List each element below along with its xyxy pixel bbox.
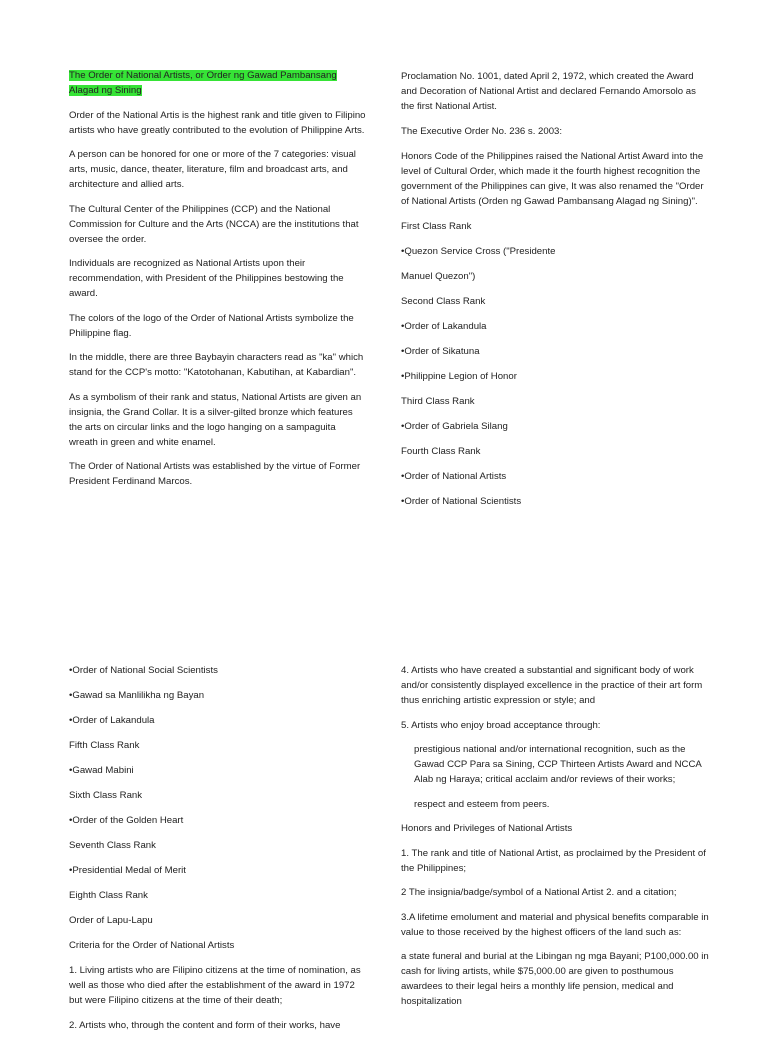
list-item: •Order of National Artists: [401, 471, 507, 482]
paragraph: 1. The rank and title of National Artist, as proclaimed by the President of the Philippines;: [401, 847, 706, 874]
paragraph: Order of the National Artis is the highest rank and title given to Filipino artists who have greatly contributed to the evolution of Philippine Arts.: [69, 109, 366, 136]
page2-left-column: [69, 663, 367, 1043]
list-item: •Order of National Scientists: [401, 496, 522, 507]
section-heading: Criteria for the Order of National Artists: [69, 940, 235, 951]
paragraph: respect and esteem from peers.: [414, 798, 550, 810]
paragraph: Individuals are recognized as National Artists upon their recommendation, with President of the Philippines bestowing the award.: [69, 258, 344, 299]
page1-left-column: [69, 68, 367, 499]
section-heading: [69, 68, 367, 98]
section-heading: Honors and Privileges of National Artists: [401, 823, 573, 834]
paragraph: prestigious national and/or international recognition, such as the Gawad CCP Para sa Sining, CCP Thirteen Artists Award and NCCA Alab ng Haraya; critical acclaim and/or reviews of their works;: [414, 744, 702, 785]
rank-heading: Second Class Rank: [401, 296, 486, 307]
paragraph: 4. Artists who have created a substantial and significant body of work and/or consistently displayed excellence in the practice of their art form thus enriching artistic expression or style; and: [401, 665, 703, 706]
list-item: Order of Lapu-Lapu: [69, 915, 153, 926]
rank-heading: Fifth Class Rank: [69, 740, 140, 751]
rank-heading: Sixth Class Rank: [69, 790, 143, 801]
rank-heading: Third Class Rank: [401, 396, 475, 407]
rank-heading: First Class Rank: [401, 221, 472, 232]
list-item: •Order of Lakandula: [401, 321, 487, 332]
paragraph: The Order of National Artists was established by the virtue of Former President Ferdinand Marcos.: [69, 461, 361, 487]
paragraph: Proclamation No. 1001, dated April 2, 1972, which created the Award and Decoration of National Artist and declared Fernando Amorsolo as the first National Artist.: [401, 71, 696, 112]
paragraph: 2 The insignia/badge/symbol of a National Artist 2. and a citation;: [401, 887, 677, 898]
rank-heading: Eighth Class Rank: [69, 890, 148, 901]
list-item: •Gawad Mabini: [69, 765, 134, 776]
paragraph: As a symbolism of their rank and status, National Artists are given an insignia, the Grand Collar. It is a silver-gilted bronze which features the arts on circular links and the logo hanging on a sampaguita wreath in green and white enamel.: [69, 391, 362, 448]
list-item: •Quezon Service Cross ("Presidente: [401, 246, 556, 257]
paragraph: A person can be honored for one or more of the 7 categories: visual arts, music, dance, theater, literature, film and broadcast arts, and architecture and allied arts.: [69, 149, 356, 190]
highlighted-heading: The Order of National Artists, or Order ng Gawad Pambansang Alagad ng Sining: [69, 70, 337, 96]
list-item: •Gawad sa Manlilikha ng Bayan: [69, 690, 205, 701]
paragraph: The Cultural Center of the Philippines (CCP) and the National Commission for Culture and the Arts (NCCA) are the institutions that oversee the order.: [69, 203, 359, 245]
list-item: •Order of the Golden Heart: [69, 815, 184, 826]
list-item: •Order of National Social Scientists: [69, 665, 218, 676]
paragraph: 2. Artists who, through the content and form of their works, have: [69, 1020, 341, 1031]
list-item: •Presidential Medal of Merit: [69, 865, 186, 876]
paragraph: The colors of the logo of the Order of National Artists symbolize the Philippine flag.: [69, 312, 354, 339]
list-item: •Philippine Legion of Honor: [401, 371, 517, 382]
paragraph: a state funeral and burial at the Libingan ng mga Bayani; P100,000.00 in cash for living artists, while $75,000.00 are given to posthumous awardees to their legal heirs a monthly life pension, medical and hospitalization: [401, 951, 709, 1007]
paragraph: 1. Living artists who are Filipino citizens at the time of nomination, as well as those who died after the establishment of the award in 1972 but were Filipino citizens at the time of their death;: [69, 965, 361, 1006]
list-item: •Order of Gabriela Silang: [401, 421, 508, 432]
paragraph: The Executive Order No. 236 s. 2003:: [401, 126, 563, 137]
list-item: •Order of Lakandula: [69, 715, 155, 726]
page2-right-column: [401, 663, 711, 1019]
rank-heading: Seventh Class Rank: [69, 840, 156, 851]
list-item: Manuel Quezon"): [401, 271, 476, 282]
rank-heading: Fourth Class Rank: [401, 446, 481, 457]
list-item: •Order of Sikatuna: [401, 346, 480, 357]
page1-right-column: [401, 69, 711, 519]
paragraph: 3.A lifetime emolument and material and physical benefits comparable in value to those received by the highest officers of the land such as:: [401, 911, 709, 938]
paragraph: In the middle, there are three Baybayin characters read as "ka" which stand for the CCP's motto: "Katotohanan, Kabutihan, at Kabardian".: [69, 352, 364, 378]
paragraph: 5. Artists who enjoy broad acceptance through:: [401, 719, 601, 731]
paragraph: Honors Code of the Philippines raised the National Artist Award into the level of Cultural Order, which made it the fourth highest recognition the government of the Philippines can give, It was also renamed the "Order of National Artists (Orden ng Gawad Pambansang Alagad ng Sining)".: [401, 151, 704, 207]
